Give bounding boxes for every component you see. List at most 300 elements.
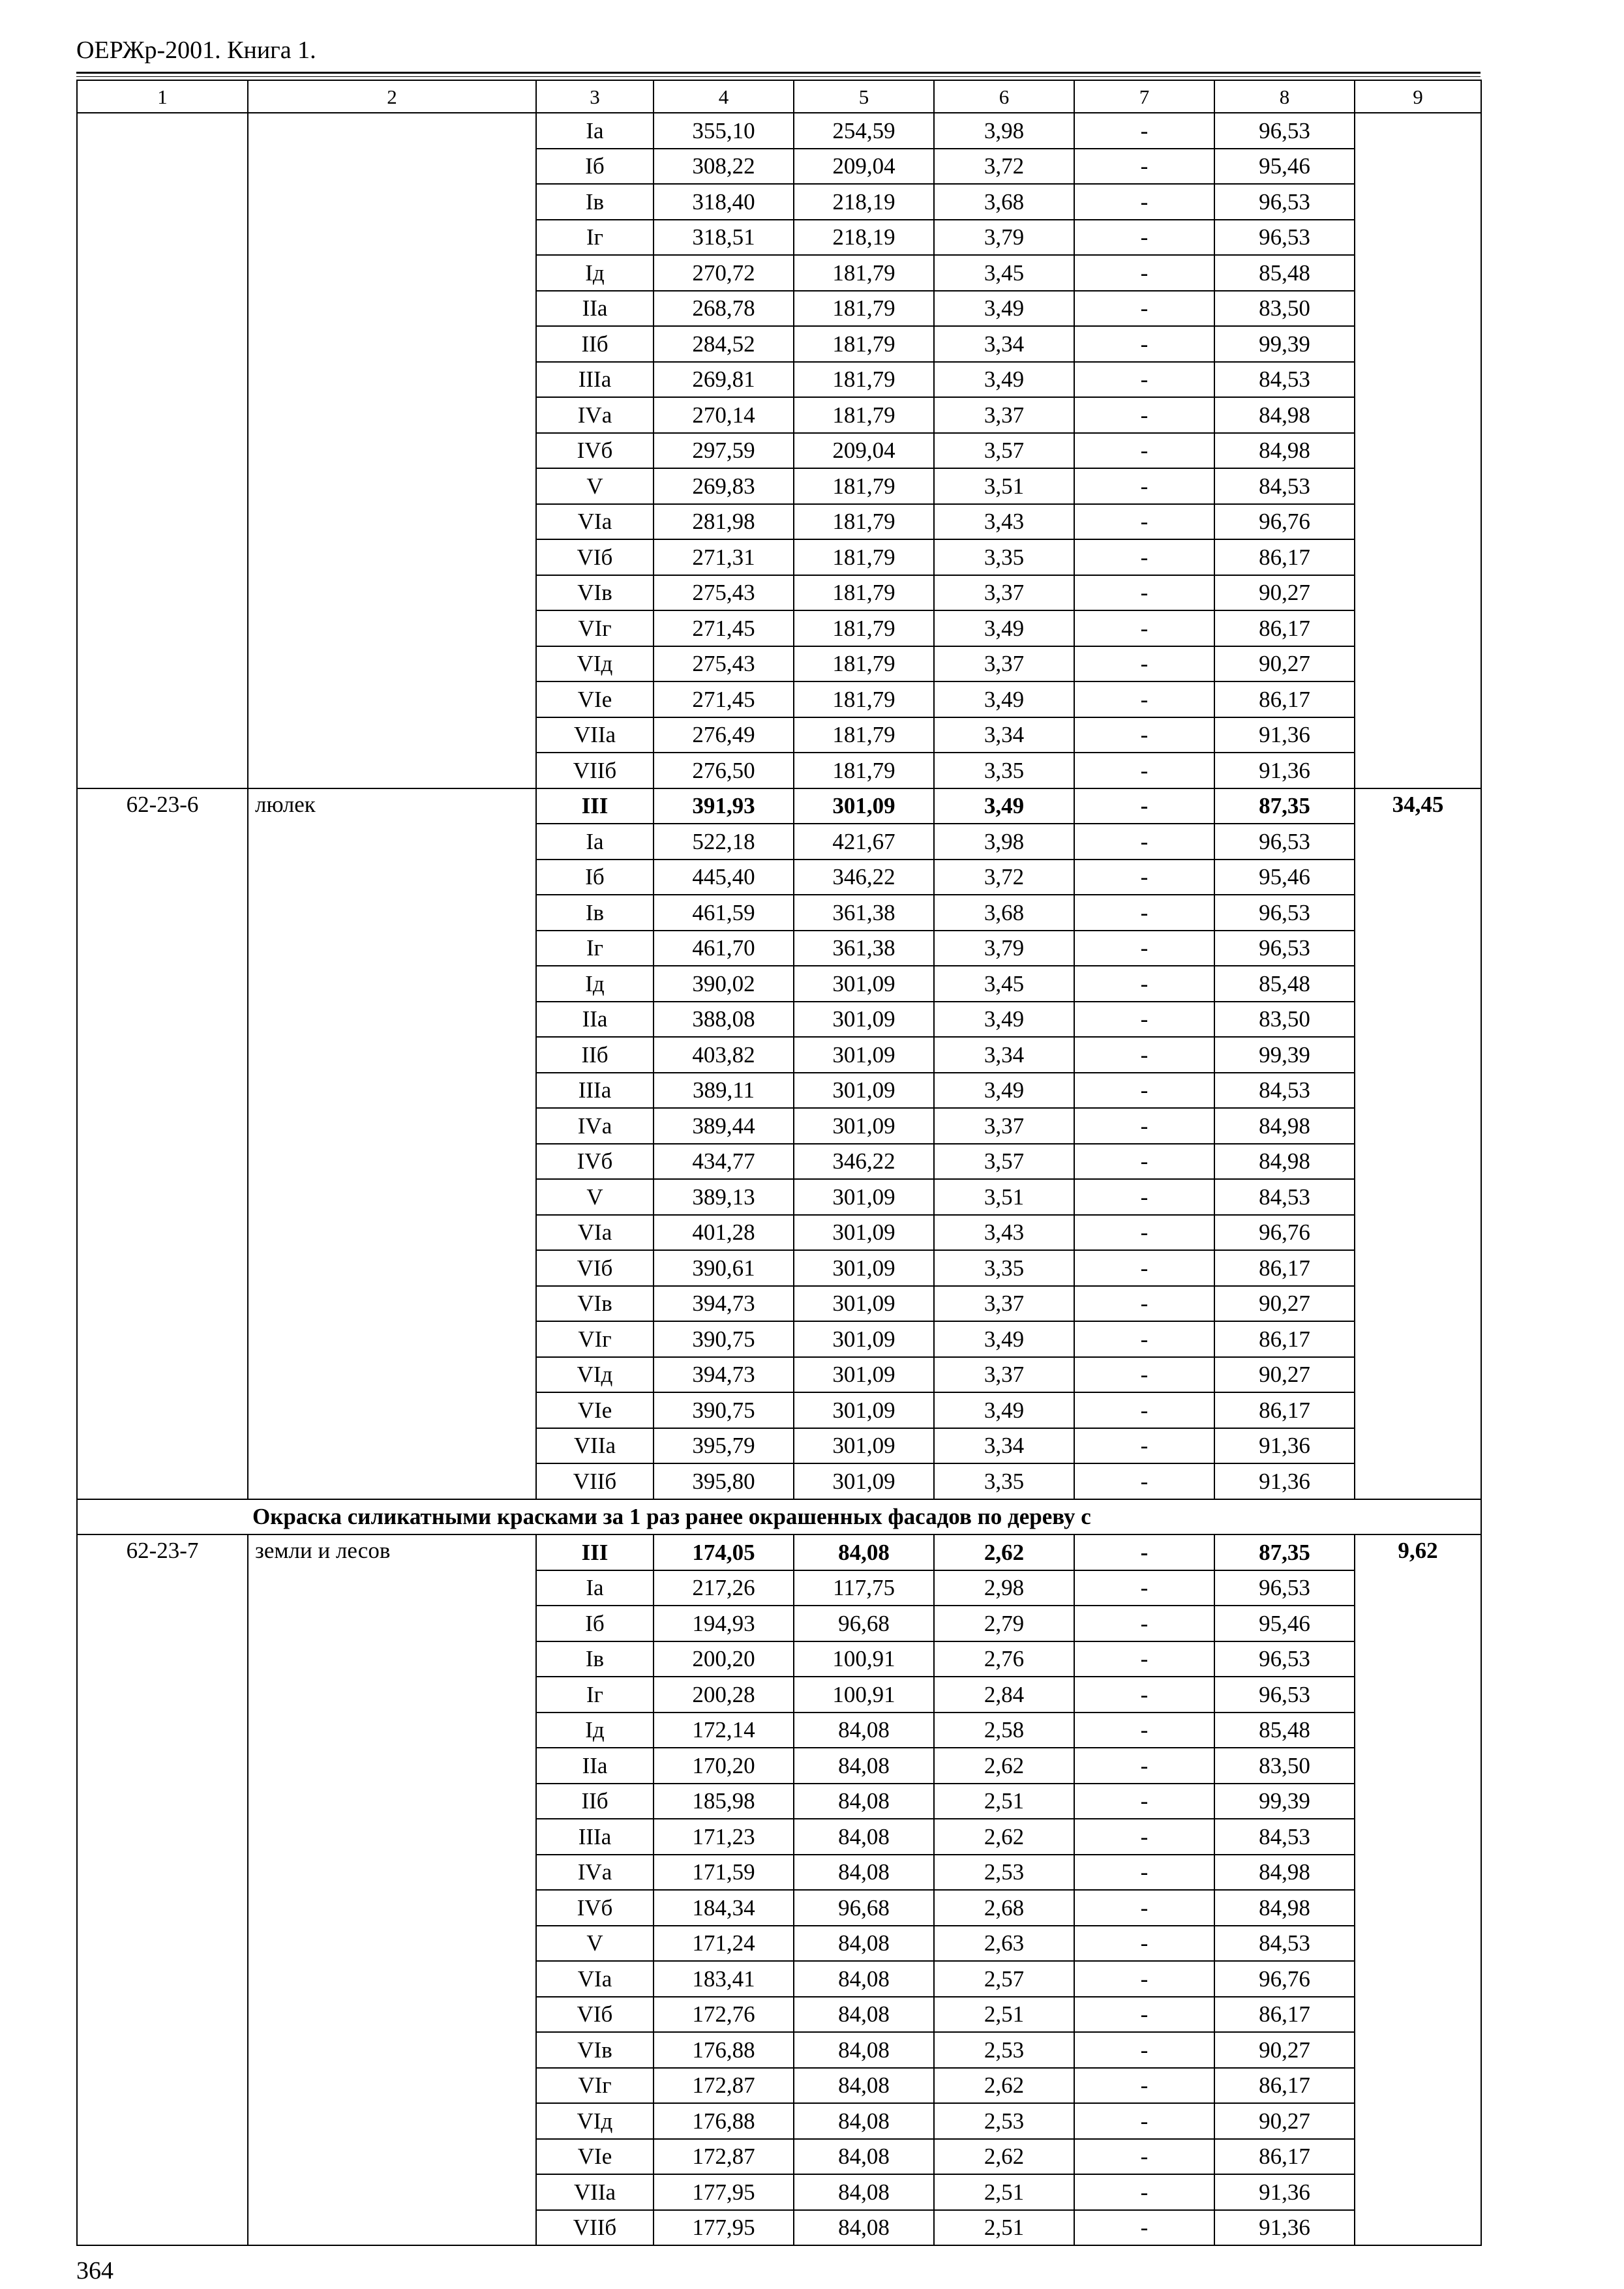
table-cell: 3,98 xyxy=(934,824,1074,860)
table-cell: 2,62 xyxy=(934,1819,1074,1855)
table-cell: 3,35 xyxy=(934,1250,1074,1286)
entry-norm: 34,45 xyxy=(1355,788,1481,1499)
table-cell: - xyxy=(1074,1855,1214,1891)
table-cell: Iг xyxy=(536,931,654,966)
table-cell: 84,08 xyxy=(794,1855,934,1891)
table-cell: 2,62 xyxy=(934,1534,1074,1570)
table-cell: 301,09 xyxy=(794,1108,934,1144)
table-cell: 90,27 xyxy=(1214,2103,1355,2139)
table-cell: - xyxy=(1074,397,1214,433)
table-cell: 388,08 xyxy=(654,1002,794,1038)
table-cell: 3,72 xyxy=(934,149,1074,185)
table-cell: 3,51 xyxy=(934,468,1074,504)
code-cell xyxy=(77,113,248,788)
table-cell: 3,49 xyxy=(934,1392,1074,1428)
table-cell: 2,58 xyxy=(934,1713,1074,1748)
table-cell: 3,49 xyxy=(934,1321,1074,1357)
norm-cell xyxy=(1355,113,1481,788)
table-cell: 86,17 xyxy=(1214,1392,1355,1428)
table-cell: 86,17 xyxy=(1214,2068,1355,2104)
table-cell: 301,09 xyxy=(794,1321,934,1357)
table-cell: 117,75 xyxy=(794,1570,934,1606)
table-cell: 389,13 xyxy=(654,1179,794,1215)
table-cell: 181,79 xyxy=(794,326,934,362)
table-cell: 281,98 xyxy=(654,504,794,540)
table-cell: - xyxy=(1074,1463,1214,1499)
table-cell: 3,34 xyxy=(934,1428,1074,1464)
table-cell: Iв xyxy=(536,184,654,220)
table-cell: VIг xyxy=(536,1321,654,1357)
table-cell: VIе xyxy=(536,2139,654,2175)
table-row xyxy=(77,1534,1481,1570)
table-cell: VIIа xyxy=(536,2174,654,2210)
table-cell: IIб xyxy=(536,1037,654,1073)
table-cell: 2,62 xyxy=(934,1748,1074,1784)
table-cell: 87,35 xyxy=(1214,788,1355,824)
table-cell: 85,48 xyxy=(1214,1713,1355,1748)
table-cell: 3,79 xyxy=(934,931,1074,966)
table-cell: 390,61 xyxy=(654,1250,794,1286)
table-cell: VIе xyxy=(536,1392,654,1428)
header-rule xyxy=(76,72,1481,74)
table-cell: 301,09 xyxy=(794,1286,934,1322)
table-cell: 346,22 xyxy=(794,1144,934,1180)
table-cell: - xyxy=(1074,575,1214,611)
table-cell: 84,08 xyxy=(794,1819,934,1855)
table-cell: 84,08 xyxy=(794,2032,934,2068)
table-cell: - xyxy=(1074,1215,1214,1251)
table-cell: 181,79 xyxy=(794,610,934,646)
table-cell: Iб xyxy=(536,149,654,185)
table-cell: VIв xyxy=(536,575,654,611)
table-cell: - xyxy=(1074,717,1214,753)
table-cell: 181,79 xyxy=(794,397,934,433)
table-cell: 395,80 xyxy=(654,1463,794,1499)
table-cell: 181,79 xyxy=(794,575,934,611)
table-cell: VIIа xyxy=(536,717,654,753)
table-cell: 172,14 xyxy=(654,1713,794,1748)
table-cell: 84,08 xyxy=(794,2174,934,2210)
table-cell: 318,51 xyxy=(654,220,794,256)
table-row xyxy=(77,113,1481,149)
table-cell: 84,08 xyxy=(794,1534,934,1570)
table-cell: 3,34 xyxy=(934,717,1074,753)
table-cell: 401,28 xyxy=(654,1215,794,1251)
table-cell: 99,39 xyxy=(1214,1784,1355,1819)
table-cell: 84,53 xyxy=(1214,1926,1355,1962)
table-cell: 318,40 xyxy=(654,184,794,220)
table-cell: - xyxy=(1074,788,1214,824)
table-cell: 218,19 xyxy=(794,220,934,256)
table-cell: 301,09 xyxy=(794,1357,934,1393)
table-cell: 96,76 xyxy=(1214,504,1355,540)
table-cell: 96,53 xyxy=(1214,1677,1355,1713)
table-cell: 209,04 xyxy=(794,433,934,469)
table-cell: 170,20 xyxy=(654,1748,794,1784)
table-cell: 445,40 xyxy=(654,860,794,895)
page-header: ОЕРЖр-2001. Книга 1. xyxy=(76,37,316,64)
table-cell: IVб xyxy=(536,1890,654,1926)
table-cell: 177,95 xyxy=(654,2210,794,2246)
table-cell: 271,45 xyxy=(654,610,794,646)
table-cell: 3,49 xyxy=(934,362,1074,398)
table-cell: 183,41 xyxy=(654,1961,794,1997)
table-cell: 394,73 xyxy=(654,1357,794,1393)
table-cell: VIг xyxy=(536,610,654,646)
table-cell: 390,75 xyxy=(654,1321,794,1357)
table-cell: 99,39 xyxy=(1214,1037,1355,1073)
table-cell: 181,79 xyxy=(794,255,934,291)
table-cell: - xyxy=(1074,1784,1214,1819)
table-cell: IVа xyxy=(536,397,654,433)
table-cell: 284,52 xyxy=(654,326,794,362)
table-cell: 86,17 xyxy=(1214,1250,1355,1286)
table-cell: IIб xyxy=(536,326,654,362)
table-cell: Iд xyxy=(536,966,654,1002)
table-cell: VIа xyxy=(536,1215,654,1251)
description-cell xyxy=(248,113,536,788)
table-cell: Iд xyxy=(536,1713,654,1748)
table-cell: 96,68 xyxy=(794,1890,934,1926)
table-cell: IIIа xyxy=(536,1073,654,1109)
table-cell: - xyxy=(1074,966,1214,1002)
table-cell: 84,08 xyxy=(794,2139,934,2175)
table-cell: - xyxy=(1074,1002,1214,1038)
table-cell: - xyxy=(1074,1570,1214,1606)
table-cell: 3,49 xyxy=(934,681,1074,717)
table-cell: 3,37 xyxy=(934,1357,1074,1393)
table-cell: Iа xyxy=(536,824,654,860)
table-cell: 3,72 xyxy=(934,860,1074,895)
header-rule-thin xyxy=(76,76,1481,77)
table-cell: 181,79 xyxy=(794,717,934,753)
table-cell: - xyxy=(1074,1997,1214,2033)
table-cell: 3,35 xyxy=(934,1463,1074,1499)
table-cell: 96,53 xyxy=(1214,184,1355,220)
table-cell: 91,36 xyxy=(1214,2210,1355,2246)
table-cell: 301,09 xyxy=(794,1428,934,1464)
table-cell: VIв xyxy=(536,2032,654,2068)
table-cell: 86,17 xyxy=(1214,1321,1355,1357)
table-cell: Iб xyxy=(536,1606,654,1641)
table-cell: 84,08 xyxy=(794,1926,934,1962)
table-cell: 394,73 xyxy=(654,1286,794,1322)
table-cell: 181,79 xyxy=(794,468,934,504)
table-cell: 87,35 xyxy=(1214,1534,1355,1570)
table-cell: 3,43 xyxy=(934,1215,1074,1251)
table-cell: V xyxy=(536,1179,654,1215)
table-cell: 172,87 xyxy=(654,2068,794,2104)
table-cell: IVб xyxy=(536,433,654,469)
table-cell: 91,36 xyxy=(1214,753,1355,788)
table-cell: III xyxy=(536,788,654,824)
table-cell: 217,26 xyxy=(654,1570,794,1606)
table-cell: 181,79 xyxy=(794,539,934,575)
table-cell: - xyxy=(1074,1961,1214,1997)
table-cell: 181,79 xyxy=(794,646,934,682)
table-cell: 301,09 xyxy=(794,1002,934,1038)
table-cell: VIв xyxy=(536,1286,654,1322)
table-cell: 96,68 xyxy=(794,1606,934,1641)
table-cell: - xyxy=(1074,931,1214,966)
table-cell: 181,79 xyxy=(794,362,934,398)
table-cell: 171,59 xyxy=(654,1855,794,1891)
table-cell: 3,45 xyxy=(934,255,1074,291)
table-cell: VIб xyxy=(536,1997,654,2033)
table-cell: 2,98 xyxy=(934,1570,1074,1606)
table-cell: 83,50 xyxy=(1214,291,1355,327)
table-cell: Iд xyxy=(536,255,654,291)
table-body xyxy=(77,80,1481,2245)
table-cell: 421,67 xyxy=(794,824,934,860)
column-number: 1 xyxy=(77,80,248,113)
table-cell: V xyxy=(536,468,654,504)
entry-norm: 9,62 xyxy=(1355,1534,1481,2245)
table-cell: 2,53 xyxy=(934,2103,1074,2139)
table-cell: 99,39 xyxy=(1214,326,1355,362)
table-cell: 181,79 xyxy=(794,681,934,717)
entry-code: 62-23-7 xyxy=(77,1534,248,2245)
table-cell: 96,53 xyxy=(1214,1570,1355,1606)
table-cell: 171,24 xyxy=(654,1926,794,1962)
table-cell: IIIа xyxy=(536,362,654,398)
table-cell: 83,50 xyxy=(1214,1002,1355,1038)
table-cell: 96,76 xyxy=(1214,1215,1355,1251)
entry-description: люлек xyxy=(248,788,536,1499)
table-cell: 84,53 xyxy=(1214,468,1355,504)
table-cell: 2,79 xyxy=(934,1606,1074,1641)
table-cell: 185,98 xyxy=(654,1784,794,1819)
table-cell: 275,43 xyxy=(654,646,794,682)
table-cell: VIб xyxy=(536,1250,654,1286)
table-cell: 3,43 xyxy=(934,504,1074,540)
table-cell: 86,17 xyxy=(1214,2139,1355,2175)
column-number: 5 xyxy=(794,80,934,113)
table-cell: - xyxy=(1074,2210,1214,2246)
column-number: 7 xyxy=(1074,80,1214,113)
table-cell: 2,51 xyxy=(934,2210,1074,2246)
table-cell: - xyxy=(1074,1890,1214,1926)
table-cell: 3,49 xyxy=(934,1002,1074,1038)
table-cell: 275,43 xyxy=(654,575,794,611)
table-cell: 96,53 xyxy=(1214,824,1355,860)
table-cell: IVб xyxy=(536,1144,654,1180)
table-cell: 271,45 xyxy=(654,681,794,717)
table-cell: 301,09 xyxy=(794,1392,934,1428)
table-cell: 91,36 xyxy=(1214,717,1355,753)
table-cell: - xyxy=(1074,610,1214,646)
table-cell: 84,98 xyxy=(1214,397,1355,433)
table-cell: - xyxy=(1074,1677,1214,1713)
table-cell: 84,53 xyxy=(1214,1179,1355,1215)
table-cell: 2,51 xyxy=(934,2174,1074,2210)
table-cell: 301,09 xyxy=(794,966,934,1002)
table-cell: 85,48 xyxy=(1214,966,1355,1002)
table-cell: 346,22 xyxy=(794,860,934,895)
table-cell: - xyxy=(1074,681,1214,717)
table-cell: 84,08 xyxy=(794,1961,934,1997)
table-cell: 95,46 xyxy=(1214,1606,1355,1641)
table-cell: 176,88 xyxy=(654,2032,794,2068)
table-cell: 2,68 xyxy=(934,1890,1074,1926)
table-cell: - xyxy=(1074,1641,1214,1677)
table-cell: 269,83 xyxy=(654,468,794,504)
table-cell: - xyxy=(1074,468,1214,504)
table-cell: 269,81 xyxy=(654,362,794,398)
table-cell: 209,04 xyxy=(794,149,934,185)
table-cell: IVа xyxy=(536,1855,654,1891)
table-cell: - xyxy=(1074,895,1214,931)
table-cell: IIа xyxy=(536,291,654,327)
table-cell: 3,49 xyxy=(934,291,1074,327)
table-cell: 84,08 xyxy=(794,1748,934,1784)
table-cell: 84,08 xyxy=(794,2103,934,2139)
table-cell: - xyxy=(1074,2103,1214,2139)
table-cell: Iв xyxy=(536,895,654,931)
table-cell: Iг xyxy=(536,1677,654,1713)
table-cell: 3,34 xyxy=(934,1037,1074,1073)
table-cell: - xyxy=(1074,539,1214,575)
table-cell: 91,36 xyxy=(1214,1428,1355,1464)
table-cell: 301,09 xyxy=(794,1179,934,1215)
table-cell: 184,34 xyxy=(654,1890,794,1926)
table-cell: 390,02 xyxy=(654,966,794,1002)
table-cell: VIг xyxy=(536,2068,654,2104)
table-cell: 84,08 xyxy=(794,2210,934,2246)
table-cell: 3,49 xyxy=(934,1073,1074,1109)
table-cell: 270,14 xyxy=(654,397,794,433)
entry-description: земли и лесов xyxy=(248,1534,536,2245)
table-cell: 200,20 xyxy=(654,1641,794,1677)
table-cell: - xyxy=(1074,362,1214,398)
table-cell: - xyxy=(1074,824,1214,860)
table-cell: - xyxy=(1074,860,1214,895)
section-title: Окраска силикатными красками за 1 раз ранее окрашенных фасадов по дереву с xyxy=(77,1499,1481,1535)
table-cell: - xyxy=(1074,1748,1214,1784)
table-cell: 84,53 xyxy=(1214,1819,1355,1855)
table-cell: VIIб xyxy=(536,753,654,788)
table-cell: 355,10 xyxy=(654,113,794,149)
table-cell: VIIа xyxy=(536,1428,654,1464)
table-cell: 3,37 xyxy=(934,397,1074,433)
price-table xyxy=(76,80,1482,2246)
table-cell: 3,37 xyxy=(934,646,1074,682)
table-row xyxy=(77,788,1481,824)
table-cell: 96,53 xyxy=(1214,220,1355,256)
table-cell: 2,57 xyxy=(934,1961,1074,1997)
table-cell: 301,09 xyxy=(794,1215,934,1251)
table-cell: 90,27 xyxy=(1214,575,1355,611)
table-cell: 90,27 xyxy=(1214,1286,1355,1322)
table-cell: 84,08 xyxy=(794,1997,934,2033)
table-cell: IIIа xyxy=(536,1819,654,1855)
table-cell: 96,53 xyxy=(1214,1641,1355,1677)
table-cell: 3,49 xyxy=(934,610,1074,646)
table-cell: 461,59 xyxy=(654,895,794,931)
table-cell: VIа xyxy=(536,1961,654,1997)
column-number: 8 xyxy=(1214,80,1355,113)
table-cell: 361,38 xyxy=(794,895,934,931)
table-cell: 3,51 xyxy=(934,1179,1074,1215)
table-cell: V xyxy=(536,1926,654,1962)
table-cell: 181,79 xyxy=(794,291,934,327)
table-cell: 3,45 xyxy=(934,966,1074,1002)
table-cell: 174,05 xyxy=(654,1534,794,1570)
table-cell: Iа xyxy=(536,113,654,149)
table-cell: 218,19 xyxy=(794,184,934,220)
table-cell: - xyxy=(1074,433,1214,469)
table-cell: 271,31 xyxy=(654,539,794,575)
table-cell: 301,09 xyxy=(794,1463,934,1499)
table-cell: - xyxy=(1074,220,1214,256)
table-cell: - xyxy=(1074,1073,1214,1109)
table-cell: 83,50 xyxy=(1214,1748,1355,1784)
table-cell: 3,34 xyxy=(934,326,1074,362)
table-cell: IIа xyxy=(536,1748,654,1784)
table-cell: 84,08 xyxy=(794,1713,934,1748)
table-cell: VIб xyxy=(536,539,654,575)
table-cell: 3,37 xyxy=(934,1108,1074,1144)
table-cell: 84,98 xyxy=(1214,1144,1355,1180)
column-number: 9 xyxy=(1355,80,1481,113)
table-cell: 96,53 xyxy=(1214,113,1355,149)
table-cell: - xyxy=(1074,1819,1214,1855)
table-cell: 84,53 xyxy=(1214,362,1355,398)
table-cell: - xyxy=(1074,2032,1214,2068)
table-cell: - xyxy=(1074,1534,1214,1570)
column-number: 2 xyxy=(248,80,536,113)
table-cell: 86,17 xyxy=(1214,610,1355,646)
table-cell: - xyxy=(1074,291,1214,327)
table-cell: VIIб xyxy=(536,2210,654,2246)
table-cell: 91,36 xyxy=(1214,2174,1355,2210)
table-cell: 301,09 xyxy=(794,1250,934,1286)
table-cell: 270,72 xyxy=(654,255,794,291)
table-cell: 389,11 xyxy=(654,1073,794,1109)
table-cell: 86,17 xyxy=(1214,539,1355,575)
table-cell: 3,68 xyxy=(934,184,1074,220)
section-row xyxy=(77,1499,1481,1535)
table-cell: - xyxy=(1074,255,1214,291)
table-cell: - xyxy=(1074,1144,1214,1180)
table-cell: - xyxy=(1074,1321,1214,1357)
table-cell: 3,37 xyxy=(934,1286,1074,1322)
table-cell: 181,79 xyxy=(794,753,934,788)
table-cell: 85,48 xyxy=(1214,255,1355,291)
table-cell: VIд xyxy=(536,2103,654,2139)
column-number: 3 xyxy=(536,80,654,113)
table-cell: - xyxy=(1074,1286,1214,1322)
table-cell: 361,38 xyxy=(794,931,934,966)
table-cell: - xyxy=(1074,2068,1214,2104)
table-cell: 84,08 xyxy=(794,1784,934,1819)
table-cell: 395,79 xyxy=(654,1428,794,1464)
table-cell: 308,22 xyxy=(654,149,794,185)
table-cell: IIб xyxy=(536,1784,654,1819)
table-cell: 84,98 xyxy=(1214,433,1355,469)
table-cell: 390,75 xyxy=(654,1392,794,1428)
table-cell: VIIб xyxy=(536,1463,654,1499)
table-cell: Iб xyxy=(536,860,654,895)
table-cell: Iа xyxy=(536,1570,654,1606)
table-cell: 389,44 xyxy=(654,1108,794,1144)
table-cell: 2,51 xyxy=(934,1784,1074,1819)
table-cell: 2,53 xyxy=(934,2032,1074,2068)
table-cell: 2,76 xyxy=(934,1641,1074,1677)
table-cell: - xyxy=(1074,1926,1214,1962)
table-cell: 268,78 xyxy=(654,291,794,327)
table-cell: 2,62 xyxy=(934,2068,1074,2104)
